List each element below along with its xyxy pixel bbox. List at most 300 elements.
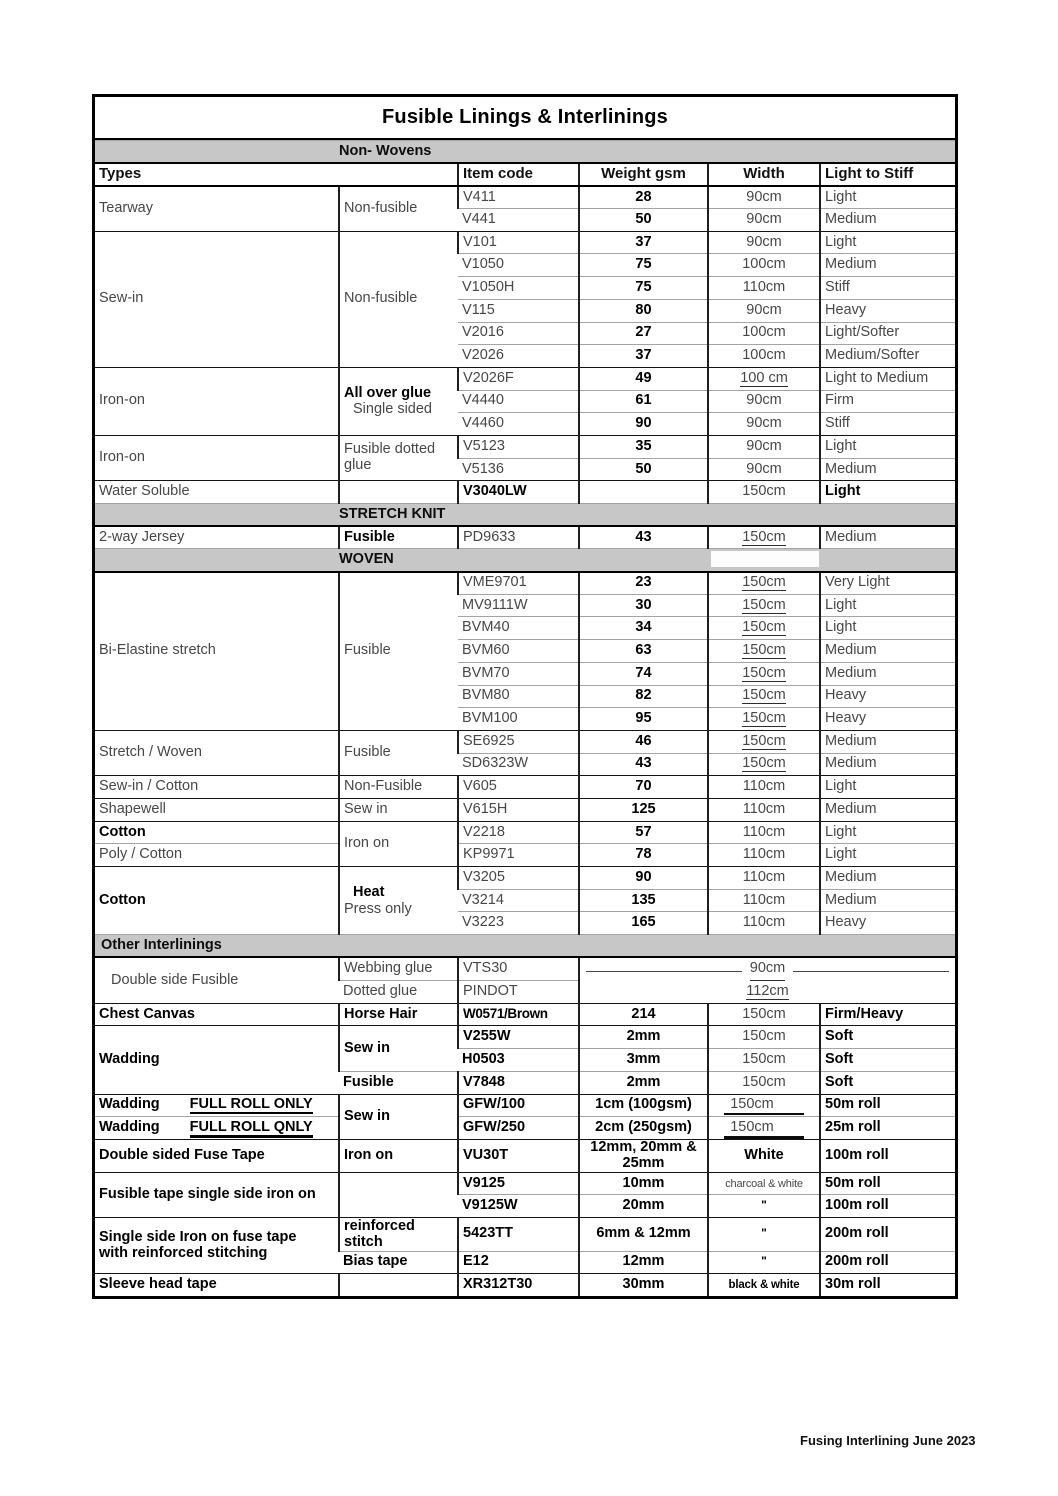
cell-text: Water Soluble: [99, 483, 190, 500]
cell-text: 50: [635, 210, 652, 227]
cell-text: 34: [635, 619, 652, 636]
cell-code: [458, 413, 579, 436]
section-label: WOVEN: [339, 551, 394, 567]
cell-glue: [339, 367, 458, 435]
cell-width: [708, 1218, 820, 1251]
cell-weight: [579, 481, 708, 504]
cell-text: V441: [462, 210, 496, 227]
column-header-weight: Weight gsm: [579, 163, 708, 186]
cell-width: [708, 413, 820, 436]
cell-code: [458, 209, 579, 232]
cell-text: ": [761, 1226, 767, 1241]
cell-text: Single sided: [353, 401, 432, 418]
cell-text: 74: [635, 664, 652, 681]
cell-type: [95, 1139, 339, 1172]
cell-width: [708, 867, 820, 890]
cell-code: [458, 889, 579, 912]
cell-text: Soft: [825, 1051, 854, 1067]
cell-weight: [579, 1139, 708, 1172]
cell-text: 43: [635, 755, 652, 772]
cell-stiff: [820, 730, 955, 753]
cell-stiff: [820, 1117, 955, 1140]
cell-text: V1050: [462, 256, 504, 273]
cell-type: [95, 526, 339, 549]
cell-stiff: [820, 231, 955, 254]
cell-text: Medium: [825, 800, 877, 817]
table-row: [95, 1003, 955, 1026]
white-patch: [711, 551, 819, 567]
cell-text: V615H: [463, 800, 508, 817]
cell-text: Iron-on: [99, 392, 145, 409]
cell-code: [458, 1026, 579, 1049]
cell-code: [458, 980, 579, 1003]
cell-code: [458, 1094, 579, 1117]
cell-text: 100 cm: [740, 369, 788, 386]
cell-text: W0571/Brown: [463, 1005, 548, 1021]
cell-type: [95, 367, 339, 435]
cell-stiff: [820, 367, 955, 390]
cell-text: charcoal & white: [725, 1177, 803, 1190]
cell-code: [458, 1274, 579, 1297]
cell-text: Tearway: [99, 199, 153, 216]
cell-text: 90cm: [746, 460, 782, 477]
cell-code: [458, 776, 579, 799]
cell-width: [708, 254, 820, 277]
cell-width: [708, 322, 820, 345]
cell-glue: [339, 867, 458, 935]
cell-code: [458, 254, 579, 277]
cell-text: 61: [635, 392, 652, 409]
table-row: [95, 867, 955, 890]
cell-width: [708, 277, 820, 300]
cell-glue: [339, 980, 458, 1003]
cell-glue: [339, 231, 458, 367]
section-label: STRETCH KNIT: [339, 505, 446, 522]
cell-text: V3223: [462, 914, 504, 931]
cell-text: Stretch / Woven: [99, 744, 202, 761]
cell-text: 25m roll: [825, 1119, 881, 1136]
cell-text: SD6323W: [462, 755, 529, 772]
cell-text: 3mm: [626, 1051, 661, 1067]
cell-text: 90cm: [746, 210, 782, 227]
cell-text: 50m roll: [825, 1174, 881, 1191]
cell-text: 90cm: [746, 392, 782, 409]
cell-text: 150cm: [742, 574, 786, 591]
cell-text: Light: [825, 483, 861, 500]
table-row: [95, 776, 955, 799]
cell-text: 100cm: [742, 324, 786, 341]
cell-code: [458, 277, 579, 300]
cell-text: Non-fusible: [344, 199, 418, 216]
cell-text: 37: [635, 233, 652, 250]
cell-width: [708, 1172, 820, 1195]
cell-stiff: [820, 1026, 955, 1049]
column-header-code: Item code: [458, 163, 579, 186]
cell-text: Webbing glue: [344, 960, 433, 977]
cell-stiff: [820, 1003, 955, 1026]
cell-text: Cotton: [99, 891, 146, 908]
cell-code: [458, 685, 579, 708]
cell-stiff: [820, 821, 955, 844]
cell-width: [708, 345, 820, 368]
cell-weight: [579, 231, 708, 254]
cell-text: Light: [825, 846, 857, 863]
cell-code: [458, 821, 579, 844]
cell-text: Medium: [825, 868, 877, 885]
cell-stiff: [820, 889, 955, 912]
cell-text: Fusible: [344, 642, 391, 659]
cell-weight: [579, 1094, 708, 1117]
cell-width: [708, 526, 820, 549]
cell-text: Poly / Cotton: [99, 846, 183, 863]
cell-weight: [579, 390, 708, 413]
cell-text: Fusible: [343, 1073, 394, 1090]
cell-width: [708, 1251, 820, 1274]
cell-weight: [579, 209, 708, 232]
cell-text: V3214: [462, 891, 504, 908]
cell-weight: [579, 413, 708, 436]
cell-text: V411: [463, 188, 496, 205]
column-header-width: Width: [708, 163, 820, 186]
cell-text: Chest Canvas: [99, 1005, 195, 1022]
cell-text: 100m roll: [825, 1197, 889, 1214]
cell-text: PD9633: [463, 528, 516, 545]
cell-text: BVM80: [462, 687, 510, 704]
table-row: [95, 1274, 955, 1297]
cell-stiff: [820, 844, 955, 867]
cell-text: stitch: [344, 1234, 383, 1251]
cell-width: [708, 1195, 820, 1218]
cell-width: [708, 708, 820, 731]
cell-text: Sew-in / Cotton: [99, 778, 199, 795]
cell-text: Iron-on: [99, 449, 145, 466]
cell-glue: [339, 1172, 458, 1217]
cell-type: [95, 821, 339, 844]
cell-stiff: [820, 1218, 955, 1251]
cell-type: [95, 1003, 339, 1026]
cell-text: 150cm: [742, 642, 786, 658]
cell-text: Cotton: [99, 823, 146, 840]
cell-text: 200m roll: [825, 1225, 889, 1242]
cell-weight: [579, 299, 708, 322]
cell-text: Stiff: [825, 279, 850, 295]
cell-weight: [579, 1195, 708, 1218]
cell-text: with reinforced stitching: [99, 1244, 268, 1261]
cell-type: [95, 1218, 339, 1274]
cell-text: 150cm: [724, 1119, 804, 1139]
cell-text: V2026: [462, 347, 504, 364]
cell-width: [708, 231, 820, 254]
cell-stiff: [820, 1094, 955, 1117]
cell-width: [708, 435, 820, 458]
cell-text: 110cm: [742, 800, 786, 817]
table-row: [95, 231, 955, 254]
cell-code: [458, 186, 579, 209]
cell-text: 112cm: [746, 983, 789, 999]
cell-text: V1050H: [462, 279, 515, 295]
table-row: [95, 1218, 955, 1251]
cell-weight: [579, 685, 708, 708]
cell-width: [708, 299, 820, 322]
cell-weight: [579, 889, 708, 912]
cell-code: [458, 662, 579, 685]
cell-text: 135: [631, 891, 656, 908]
linings-table: [95, 140, 955, 1296]
cell-glue: [339, 526, 458, 549]
cell-stiff: [820, 594, 955, 617]
section-bar: [95, 504, 955, 527]
cell-text: V5136: [462, 460, 504, 477]
cell-text: Shapewell: [99, 800, 166, 817]
cell-stiff: [820, 299, 955, 322]
cell-code: [458, 798, 579, 821]
cell-text: H0503: [462, 1051, 505, 1067]
cell-text: Stiff: [825, 415, 850, 432]
cell-text: 110cm: [742, 778, 786, 795]
cell-text: 43: [635, 528, 652, 545]
cell-glue: [339, 821, 458, 866]
cell-text: 90cm: [746, 188, 782, 205]
cell-stiff: [820, 345, 955, 368]
cell-glue: [339, 572, 458, 731]
cell-stiff: [820, 481, 955, 504]
table-row: [95, 572, 955, 595]
cell-text: Sleeve head tape: [99, 1276, 217, 1293]
cell-text: Non-fusible: [344, 290, 418, 307]
cell-text: VME9701: [463, 574, 527, 591]
cell-text: 150cm: [742, 710, 786, 727]
cell-text: 90cm: [746, 301, 782, 318]
cell-text: Double side Fusible: [111, 971, 239, 988]
table-row: [95, 730, 955, 753]
cell-text: 100cm: [742, 347, 786, 364]
footer-note: Fusing Interlining June 2023: [800, 1433, 976, 1448]
cell-text: 37: [635, 347, 652, 364]
cell-type: [95, 186, 339, 231]
cell-weight: [579, 345, 708, 368]
cell-text: 95: [635, 710, 652, 727]
cell-text: FULL ROLL QNLY: [190, 1119, 313, 1138]
cell-weight: [579, 1049, 708, 1072]
cell-type: [95, 730, 339, 775]
cell-text: 150cm: [742, 1073, 786, 1090]
table-row: [95, 481, 955, 504]
cell-text: Medium: [825, 891, 877, 908]
table-row: [95, 798, 955, 821]
cell-text: V7848: [463, 1073, 505, 1090]
cell-text: Sew in: [344, 800, 388, 817]
cell-stiff: [820, 1195, 955, 1218]
cell-text: Horse Hair: [344, 1005, 418, 1022]
header-row: [95, 163, 955, 186]
cell-width: [708, 458, 820, 481]
cell-weight: [579, 1218, 708, 1251]
table-row: [95, 844, 955, 867]
table-row: [95, 1172, 955, 1195]
cell-text: 27: [635, 324, 652, 341]
cell-text: 100m roll: [825, 1146, 889, 1163]
cell-stiff: [820, 413, 955, 436]
cell-glue: [339, 1251, 458, 1274]
cell-code: [458, 1218, 579, 1251]
cell-code: [458, 1251, 579, 1274]
cell-text: 90cm: [746, 233, 782, 250]
cell-text: 2-way Jersey: [99, 528, 185, 545]
cell-text: 165: [631, 914, 656, 931]
cell-width: [708, 730, 820, 753]
cell-line: [344, 884, 453, 900]
cell-stiff: [820, 867, 955, 890]
cell-weight: [579, 458, 708, 481]
cell-width: [708, 1274, 820, 1297]
cell-width: [708, 1049, 820, 1072]
spec-sheet: [92, 94, 958, 1299]
cell-text: White: [744, 1146, 784, 1163]
cell-text: Light: [825, 778, 857, 795]
cell-width: [708, 640, 820, 663]
section-bar: [95, 549, 955, 572]
cell-text: Medium: [825, 732, 877, 749]
cell-glue: [339, 1274, 458, 1297]
cell-text: Sew-in: [99, 290, 144, 307]
cell-glue: [339, 481, 458, 504]
cell-text: 110cm: [742, 891, 786, 908]
cell-text: 110cm: [742, 868, 786, 885]
cell-weight: [579, 435, 708, 458]
cell-stiff: [820, 912, 955, 935]
cell-code: [458, 708, 579, 731]
cell-code: [458, 912, 579, 935]
cell-text: Bias tape: [343, 1253, 408, 1270]
cell-text: Light: [825, 619, 857, 636]
document-title: Fusible Linings & Interlinings: [95, 97, 955, 140]
cell-text: ": [761, 1198, 767, 1213]
cell-text: Medium: [825, 256, 877, 273]
cell-weight: [579, 867, 708, 890]
cell-stiff: [820, 1251, 955, 1274]
cell-text: black & white: [728, 1279, 800, 1292]
cell-stiff: [820, 1172, 955, 1195]
cell-width: [708, 662, 820, 685]
cell-text: 150cm: [742, 732, 786, 749]
cell-weight: [579, 1117, 708, 1140]
cell-width: [708, 1117, 820, 1140]
cell-text: 2mm: [626, 1028, 661, 1045]
cell-glue: [339, 435, 458, 480]
cell-text: Medium: [825, 528, 877, 545]
cell-text: BVM100: [462, 710, 518, 727]
table-row: [95, 1117, 955, 1140]
cell-text: Medium: [825, 460, 877, 477]
cell-text: 214: [631, 1005, 656, 1022]
cell-stiff: [820, 1071, 955, 1094]
cell-text: Fusible: [344, 744, 391, 761]
cell-text: Light: [825, 437, 857, 454]
cell-code: [458, 572, 579, 595]
cell-text: V4460: [462, 415, 504, 432]
cell-code: [458, 322, 579, 345]
cell-text: Medium: [825, 210, 877, 227]
cell-weight: [579, 1071, 708, 1094]
cell-stiff: [820, 186, 955, 209]
cell-text: 10mm: [622, 1174, 665, 1191]
cell-stiff: [820, 1274, 955, 1297]
cell-width: [708, 844, 820, 867]
cell-type: [95, 1274, 339, 1297]
cell-text: reinforced: [344, 1218, 415, 1235]
column-header-type: Types: [95, 163, 458, 186]
cell-text: 35: [635, 437, 652, 454]
cell-text: Heavy: [825, 914, 867, 931]
cell-stiff: [820, 776, 955, 799]
section-row: [95, 549, 955, 572]
cell-weight: [579, 1003, 708, 1026]
cell-text: Light to Medium: [825, 369, 929, 386]
cell-stiff: [820, 1139, 955, 1172]
cell-stiff: [820, 617, 955, 640]
cell-type: [95, 1026, 339, 1094]
section-row: [95, 935, 955, 958]
cell-text: 110cm: [742, 823, 786, 840]
cell-text: ": [761, 1254, 767, 1269]
cell-line: [344, 1234, 453, 1250]
cell-text: Fusible dotted glue: [344, 441, 436, 474]
cell-text: 75: [635, 256, 652, 273]
cell-stiff: [820, 435, 955, 458]
cell-text: Light: [825, 188, 857, 205]
cell-line: [344, 1218, 453, 1234]
cell-code: [458, 1071, 579, 1094]
cell-code: [458, 730, 579, 753]
cell-text: Light/Softer: [825, 324, 900, 341]
table-row: [95, 957, 955, 980]
cell-weight: [579, 617, 708, 640]
cell-text: 125: [631, 800, 656, 817]
cell-type: [95, 957, 339, 1003]
cell-text: Dotted glue: [343, 982, 418, 999]
cell-width: [708, 367, 820, 390]
cell-width: [708, 821, 820, 844]
cell-text: 46: [635, 732, 652, 749]
cell-text: MV9111W: [462, 596, 528, 613]
section-bar: [95, 141, 955, 164]
cell-weight: [579, 1251, 708, 1274]
cell-weight: [579, 1026, 708, 1049]
cell-stiff: [820, 526, 955, 549]
cell-text: Medium: [825, 755, 877, 772]
cell-stiff: [820, 458, 955, 481]
cell-type: [95, 867, 339, 935]
cell-weight: [579, 730, 708, 753]
cell-text: Heavy: [825, 687, 867, 704]
cell-width: [708, 594, 820, 617]
cell-text: XR312T30: [463, 1276, 533, 1293]
table-row: [95, 1026, 955, 1049]
cell-glue: [339, 1003, 458, 1026]
cell-text: Light: [825, 233, 857, 250]
cell-text: 20mm: [622, 1197, 665, 1214]
cell-text: 63: [635, 642, 652, 658]
cell-glue: [339, 776, 458, 799]
cell-text: KP9971: [463, 846, 515, 863]
cell-code: [458, 1049, 579, 1072]
section-row: [95, 504, 955, 527]
cell-stiff: [820, 753, 955, 776]
cell-text: 150cm: [742, 528, 786, 545]
cell-text: E12: [463, 1253, 489, 1270]
cell-text: V2026F: [463, 369, 514, 386]
cell-text: 30mm: [622, 1276, 665, 1293]
